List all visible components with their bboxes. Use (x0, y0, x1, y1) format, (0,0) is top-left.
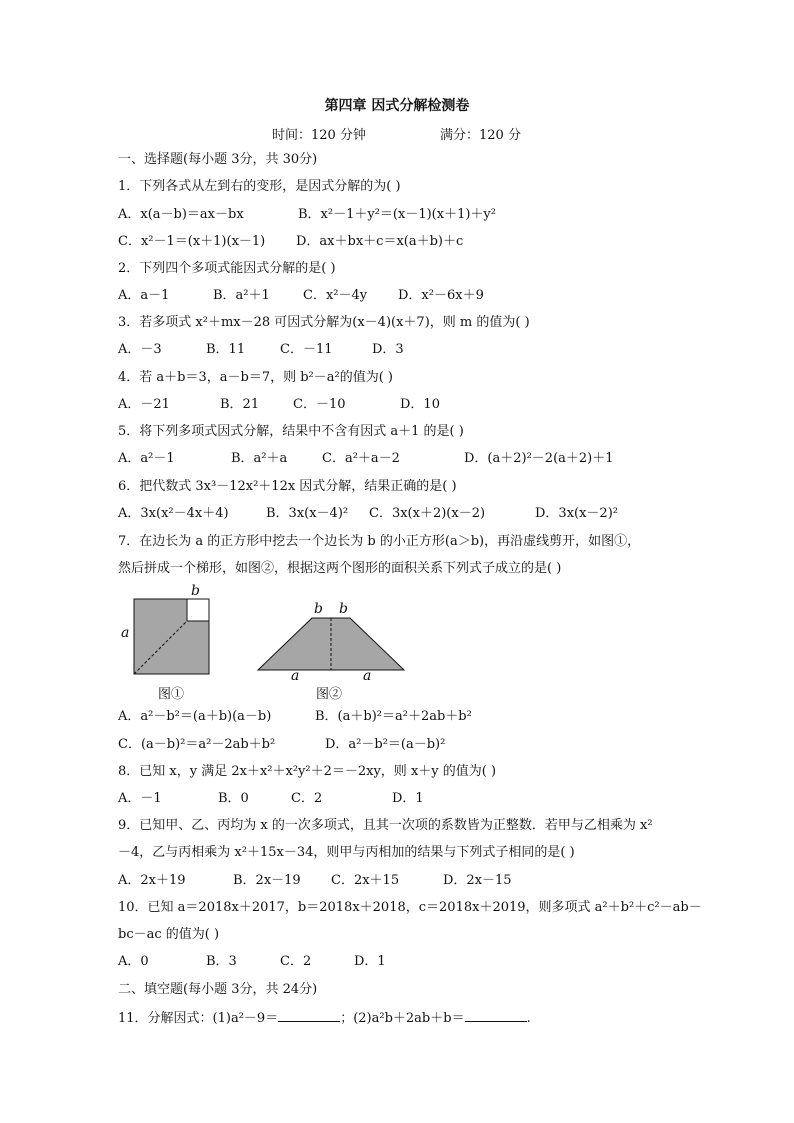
small-square-cutout (187, 599, 209, 621)
fig2-label-a1: a (291, 668, 300, 684)
figure-2-trapezoid (250, 610, 410, 676)
time-limit: 时间：120 分钟 (272, 128, 366, 143)
q4-option-c: C．－10 (293, 397, 346, 412)
q3-option-b: B．11 (206, 342, 246, 357)
q1-option-a: A．x(a－b)＝ax－bx (118, 207, 244, 222)
question-2-options (118, 288, 484, 304)
q7-option-c: C．(a－b)²＝a²－2ab＋b² (118, 737, 276, 752)
fig2-label-b1: b (314, 601, 323, 617)
fig2-caption: 图② (316, 687, 343, 702)
q8-option-a: A．－1 (118, 791, 162, 806)
question-9-options (118, 873, 512, 889)
q4-option-b: B．21 (220, 397, 260, 412)
q5-option-a: A．a²－1 (118, 451, 175, 466)
question-1-options-row1 (118, 207, 496, 223)
q4-option-a: A．－21 (118, 397, 170, 412)
question-10-stem-line2: bc－ac 的值为( ) (118, 927, 220, 942)
q7-option-a: A．a²－b²＝(a＋b)(a－b) (118, 709, 272, 724)
question-5-stem: 5．将下列多项式因式分解，结果中不含有因式 a＋1 的是( ) (118, 424, 464, 439)
fig1-label-b: b (191, 583, 200, 599)
q9-option-b: B．2x－19 (233, 873, 301, 888)
q10-option-c: C．2 (280, 954, 312, 969)
q11-part3: . (526, 1011, 531, 1026)
question-6-options (118, 506, 618, 522)
question-3-stem: 3．若多项式 x²＋mx－28 可因式分解为(x－4)(x＋7)，则 m 的值为( ) (118, 315, 530, 330)
question-7-stem-line2: 然后拼成一个梯形，如图②，根据这两个图形的面积关系下列式子成立的是( ) (118, 561, 562, 576)
question-11 (118, 1009, 531, 1027)
q1-option-c: C．x²－1＝(x＋1)(x－1) (118, 234, 266, 249)
q1-option-d: D．ax＋bx＋c＝x(a＋b)＋c (296, 234, 464, 249)
fig1-caption: 图① (158, 687, 185, 702)
q8-option-c: C．2 (291, 791, 323, 806)
fig2-label-b2: b (339, 601, 348, 617)
q7-option-b: B．(a＋b)²＝a²＋2ab＋b² (315, 709, 472, 724)
question-1-stem: 1．下列各式从左到右的变形，是因式分解的为( ) (118, 179, 401, 194)
q7-option-d: D．a²－b²＝(a－b)² (325, 737, 446, 752)
q11-part2: ；(2)a²b＋2ab＋b＝ (340, 1011, 465, 1026)
q2-option-c: C．x²－4y (303, 288, 368, 303)
section-heading-fill: 二、填空题(每小题 3分，共 24分) (118, 982, 318, 997)
q11-answer-blank-1[interactable] (278, 1009, 340, 1022)
q6-option-c: C．3x(x＋2)(x－2) (369, 506, 486, 521)
q10-option-d: D．1 (354, 954, 386, 969)
q1-option-b: B．x²－1＋y²＝(x－1)(x＋1)＋y² (298, 207, 496, 222)
q11-answer-blank-2[interactable] (465, 1009, 527, 1022)
q3-option-a: A．－3 (118, 342, 162, 357)
fig2-label-a2: a (363, 668, 372, 684)
q9-option-d: D．2x－15 (443, 873, 512, 888)
question-10-stem-line1: 10．已知 a＝2018x＋2017，b＝2018x＋2018，c＝2018x＋2019，则多项式 a²＋b²＋c²－ab－ (118, 900, 702, 915)
q2-option-a: A．a－1 (118, 288, 170, 303)
full-score: 满分：120 分 (440, 128, 521, 143)
q5-option-d: D．(a＋2)²－2(a＋2)＋1 (464, 451, 614, 466)
q6-option-b: B．3x(x－4)² (266, 506, 349, 521)
q4-option-d: D．10 (400, 397, 440, 412)
question-7-options-row2 (118, 737, 445, 753)
question-9-stem-line1: 9．已知甲、乙、丙均为 x 的一次多项式，且其一次项的系数皆为正整数．若甲与乙相乘为 x² (118, 818, 653, 833)
question-6-stem: 6．把代数式 3x³－12x²＋12x 因式分解，结果正确的是( ) (118, 479, 457, 494)
question-1-options-row2 (118, 234, 463, 250)
question-3-options (118, 342, 404, 358)
q9-option-a: A．2x＋19 (118, 873, 186, 888)
question-8-options (118, 791, 424, 807)
q8-option-b: B．0 (218, 791, 249, 806)
question-5-options (118, 451, 614, 467)
q8-option-d: D．1 (392, 791, 424, 806)
question-2-stem: 2．下列四个多项式能因式分解的是( ) (118, 261, 336, 276)
question-7-stem-line1: 7．在边长为 a 的正方形中挖去一个边长为 b 的小正方形(a＞b)，再沿虚线剪开，如图①， (118, 534, 641, 549)
question-4-stem: 4．若 a＋b＝3，a－b＝7，则 b²－a²的值为( ) (118, 370, 393, 385)
q5-option-b: B．a²＋a (231, 451, 288, 466)
q10-option-b: B．3 (206, 954, 237, 969)
q11-part1: 11．分解因式：(1)a²－9＝ (118, 1011, 279, 1026)
question-10-options (118, 954, 386, 970)
q10-option-a: A．0 (118, 954, 149, 969)
q6-option-a: A．3x(x²－4x＋4) (118, 506, 229, 521)
q9-option-c: C．2x＋15 (331, 873, 400, 888)
q6-option-d: D．3x(x－2)² (535, 506, 618, 521)
question-4-options (118, 397, 440, 413)
question-7-options-row1 (118, 709, 472, 725)
q3-option-c: C．－11 (280, 342, 333, 357)
section-heading-choice: 一、选择题(每小题 3分，共 30分) (118, 152, 318, 167)
q2-option-b: B．a²＋1 (213, 288, 270, 303)
q2-option-d: D．x²－6x＋9 (398, 288, 484, 303)
question-9-stem-line2: －4，乙与丙相乘为 x²＋15x－34，则甲与丙相加的结果与下列式子相同的是( ) (118, 845, 575, 860)
fig1-label-a: a (121, 625, 130, 641)
q3-option-d: D．3 (372, 342, 404, 357)
q5-option-c: C．a²＋a－2 (322, 451, 400, 466)
page-title: 第四章 因式分解检测卷 (324, 98, 470, 114)
question-8-stem: 8．已知 x，y 满足 2x＋x²＋x²y²＋2＝－2xy，则 x＋y 的值为( ) (118, 764, 497, 779)
